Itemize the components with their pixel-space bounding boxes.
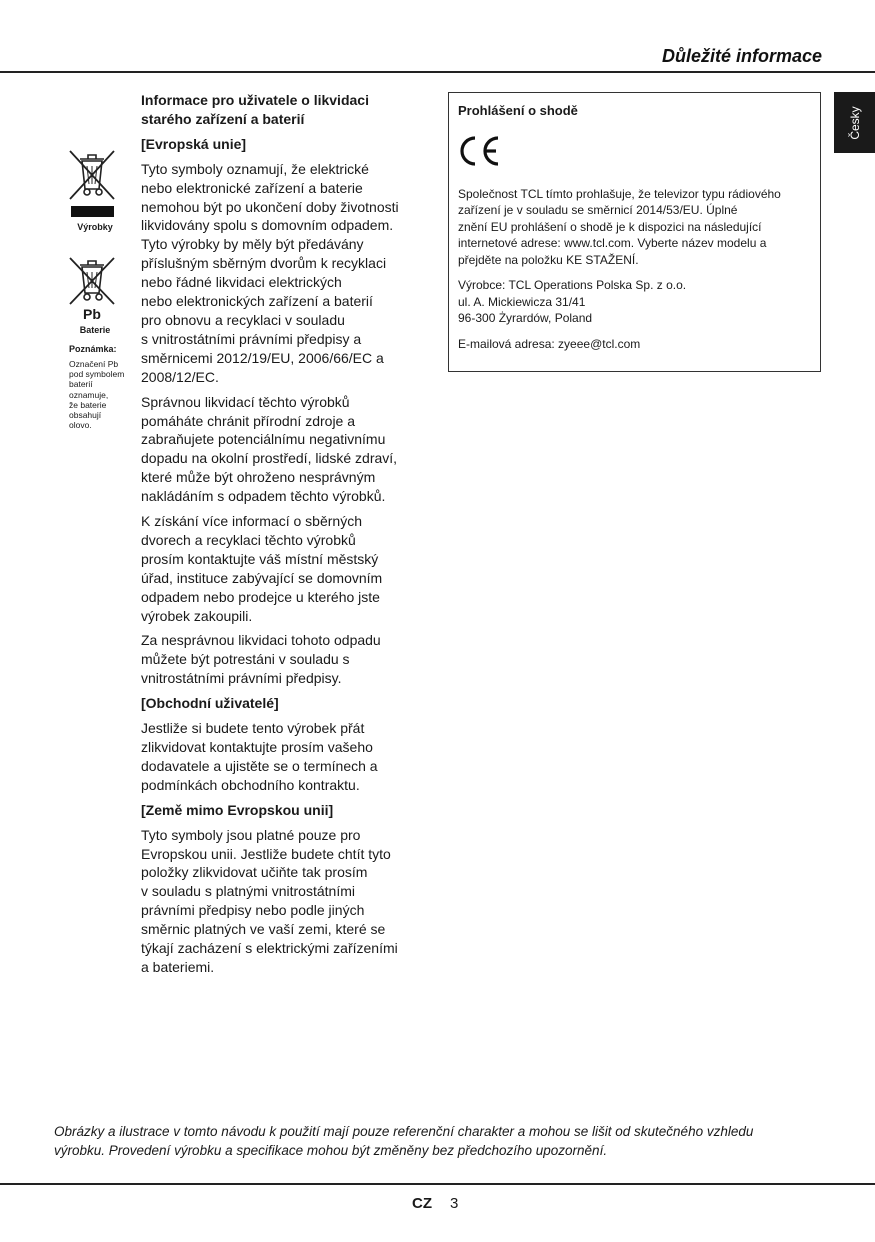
text-line: nebo elektronických zařízení a baterií [141, 293, 373, 310]
declaration-title: Prohlášení o shodě [458, 103, 578, 118]
text-line: nemohou být po ukončení doby životnosti [141, 198, 399, 215]
text-line: Správnou likvidací těchto výrobků [141, 393, 350, 410]
note-line: pod symbolem [69, 369, 125, 380]
text-line: prosím kontaktujte váš místní městský [141, 550, 379, 567]
non-eu-heading: [Země mimo Evropskou unii] [141, 801, 334, 818]
note-text [69, 359, 135, 430]
text-line: které může být ohroženo nesprávným [141, 469, 376, 486]
note-title: Poznámka: [69, 344, 117, 354]
ce-mark-icon [458, 134, 811, 168]
text-line: směrnic platných ve vaší zemi, které se [141, 921, 386, 938]
text-line: s vnitrostátními právními předpisy a [141, 330, 362, 347]
pb-label: Pb [83, 306, 101, 322]
main-heading [141, 91, 431, 129]
note-line: že baterie [69, 399, 107, 410]
note-line: olovo. [69, 420, 92, 431]
text-line: ul. A. Mickiewicza 31/41 [458, 294, 586, 309]
text-line: dodavatele a ujistěte se o termínech a [141, 757, 378, 774]
business-paragraph [141, 719, 431, 795]
batteries-label: Baterie [79, 325, 111, 335]
page-number: 3 [450, 1195, 459, 1212]
text-line: vnitrostátními právními předpisy. [141, 670, 342, 687]
manufacturer-address [458, 277, 811, 327]
page-header-title: Důležité informace [661, 46, 822, 66]
note-line: Označení Pb [69, 359, 119, 369]
text-line: odpadem nebo prodejce u kterého jste [141, 588, 380, 605]
text-line: položky zlikvidovat učiňte tak prosím [141, 864, 368, 881]
eu-paragraph-4 [141, 631, 431, 688]
language-tab [834, 92, 875, 153]
header-rule [0, 71, 875, 73]
text-line: v souladu s platnými vnitrostátními [141, 883, 355, 900]
main-heading-line: Informace pro uživatele o likvidaci [141, 92, 369, 108]
text-line: Výrobce: TCL Operations Polska Sp. z o.o. [458, 278, 687, 292]
text-line: dvorech a recyklaci těchto výrobků [141, 531, 356, 548]
text-line: a bateriemi. [141, 958, 215, 975]
declaration-paragraph [458, 186, 811, 269]
text-line: zabraňujete potenciálnímu negativnímu [141, 431, 386, 448]
footnote [54, 1122, 834, 1160]
text-line: zlikvidovat kontaktujte prosím vašeho [141, 739, 373, 755]
text-line: K získání více informací o sběrných [141, 513, 362, 530]
business-heading: [Obchodní uživatelé] [141, 695, 279, 712]
footer-rule [0, 1183, 875, 1185]
products-label: Výrobky [77, 222, 113, 232]
text-line: pro obnovu a recyklaci v souladu [141, 311, 345, 328]
text-line: nebo řádné likvidaci elektrických [141, 274, 342, 291]
text-line: nakládáním s odpadem těchto výrobků. [141, 488, 386, 505]
text-line: Společnost TCL tímto prohlašuje, že televizor typu rádiového [458, 186, 781, 201]
text-line: pomáháte chránit přírodní zdroje a [141, 412, 356, 429]
note-line: oznamuje, [69, 389, 109, 400]
text-line: likvidovány spolu s domovním odpadem. [141, 217, 394, 234]
language-tab-label: Česky [847, 105, 862, 140]
text-line: zařízení je v souladu se směrnicí 2014/53/EU. Úplné [458, 203, 738, 217]
text-line: Tyto symboly oznamují, že elektrické [141, 160, 369, 177]
battery-bin-icon [66, 255, 118, 312]
non-eu-paragraph [141, 826, 431, 977]
weee-bin-icon [66, 147, 118, 208]
text-line: podmínkách obchodního kontraktu. [141, 776, 360, 793]
page-language-code: CZ [412, 1195, 432, 1212]
declaration-box [448, 92, 821, 372]
text-line: 2008/12/EC. [141, 368, 219, 385]
eu-heading: [Evropská unie] [141, 135, 247, 152]
weee-bar [71, 206, 114, 217]
eu-paragraph-2 [141, 393, 431, 506]
note-line: baterií [69, 379, 93, 390]
text-line: právními předpisy nebo podle jiných [141, 902, 365, 919]
footnote-line: Obrázky a ilustrace v tomto návodu k použití mají pouze referenční charakter a mohou se lišit od skutečného vzhledu [54, 1124, 754, 1139]
footnote-line: výrobku. Provedení výrobku a specifikace mohou být změněny bez předchozího upozornění. [54, 1143, 608, 1158]
text-line: týkají zacházení s elektrickými zařízeními [141, 940, 398, 957]
text-line: Tyto symboly jsou platné pouze pro [141, 826, 361, 843]
text-line: Za nesprávnou likvidaci tohoto odpadu [141, 632, 381, 649]
text-line: 96-300 Żyrardów, Poland [458, 311, 593, 325]
note-line: obsahují [69, 410, 102, 421]
text-line: znění EU prohlášení o shodě je k dispozici na následující [458, 219, 762, 234]
main-column [141, 91, 431, 983]
text-line: úřad, instituce zabývající se domovním [141, 569, 383, 586]
text-line: internetové adrese: www.tcl.com. Vyberte název modelu a [458, 236, 767, 250]
text-line: Tyto výrobky by měly být předávány [141, 236, 364, 253]
text-line: nebo elektronické zařízení a baterie [141, 179, 363, 196]
text-line: Evropskou unii. Jestliže budete chtít tyto [141, 845, 391, 862]
text-line: můžete být potrestáni v souladu s [141, 651, 350, 668]
text-line: Jestliže si budete tento výrobek přát [141, 720, 365, 737]
text-line: přejděte na položku KE STAŽENÍ. [458, 252, 639, 267]
text-line: směrnicemi 2012/19/EU, 2006/66/EC a [141, 349, 384, 366]
text-line: výrobek zakoupili. [141, 607, 253, 624]
eu-paragraph-3 [141, 512, 431, 625]
eu-paragraph-1 [141, 160, 431, 387]
text-line: příslušným sběrným dvorům k recyklaci [141, 255, 387, 272]
email-line: E-mailová adresa: zyeee@tcl.com [458, 336, 641, 351]
main-heading-line: starého zařízení a baterií [141, 110, 305, 127]
text-line: dopadu na okolní prostředí, lidské zdraví, [141, 450, 398, 467]
